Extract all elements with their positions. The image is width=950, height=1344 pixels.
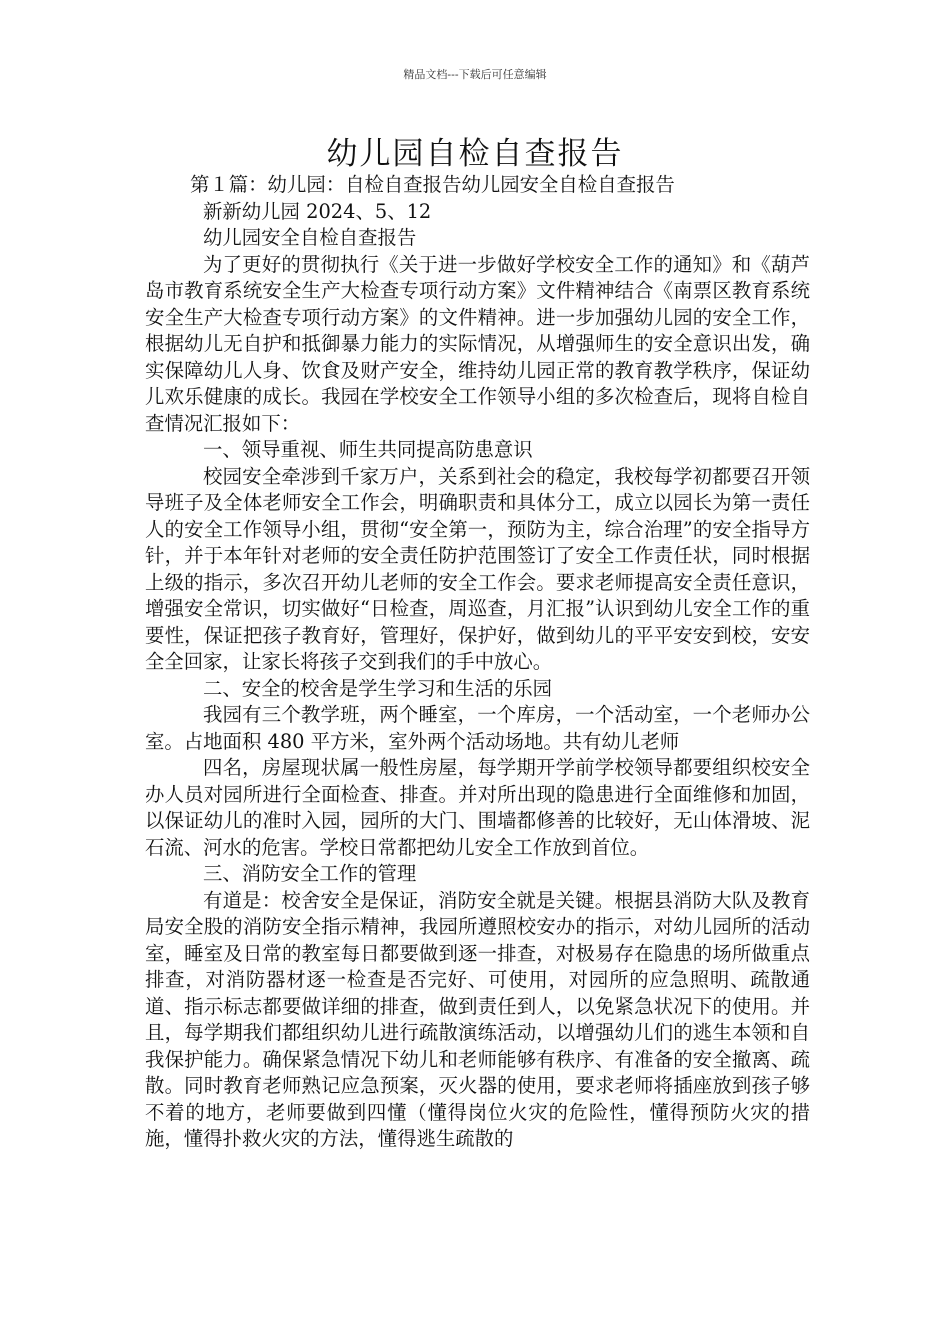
section-heading-3: 三、消防安全工作的管理 — [203, 862, 417, 885]
section-heading-1: 一、领导重视、师生共同提高防患意识 — [203, 438, 533, 461]
document-meta: 新新幼儿园 2024、5、12 — [203, 199, 432, 223]
paragraph-intro: 为了更好的贯彻执行《关于进一步做好学校安全工作的通知》和《葫芦岛市教育系统安全生产大检查专项行动方案》文件精神结合《南票区教育系统安全生产大检查专项行动方案》的文件精神。进一步加强幼儿园的安全工作，根据幼儿无自护和抵御暴力能力的实际情况，从增强师生的安全意识出发，确实保障幼儿人身、饮食及财产安全，维持幼儿园正常的教育教学秩序，保证幼儿欢乐健康的成长。我园在学校安全工作领导小组的多次检查后，现将自检自查情况汇报如下： — [145, 252, 810, 435]
paragraph-section-3: 有道是：校舍安全是保证，消防安全就是关键。根据县消防大队及教育局安全股的消防安全指示精神，我园所遵照校安办的指示，对幼儿园所的活动室，睡室及日常的教室每日都要做到逐一排查，对极易存在隐患的场所做重点排查，对消防器材逐一检查是否完好、可使用，对园所的应急照明、疏散通道、指示标志都要做详细的排查，做到责任到人，以免紧急状况下的使用。并且，每学期我们都组织幼儿进行疏散演练活动，以增强幼儿们的逃生本领和自我保护能力。确保紧急情况下幼儿和老师能够有秩序、有准备的安全撤离、疏散。同时教育老师熟记应急预案，灭火器的使用，要求老师将插座放到孩子够 不着的地方，老师要做到四懂（懂得岗位火灾的危险性，懂得预防火灾的措施，懂得扑救火灾的方法，懂得逃生疏散的 — [145, 888, 810, 1150]
document-heading: 幼儿园安全自检自查报告 — [203, 226, 417, 249]
header-watermark: 精品文档---下载后可任意编辑 — [403, 68, 547, 81]
paragraph-section-2b: 四名，房屋现状属一般性房屋，每学期开学前学校领导都要组织校安全办人员对园所进行全面检查、排查。并对所出现的隐患进行全面维修和加固，以保证幼儿的准时入园，园所的大门、围墙都修善的比较好，无山体滑坡、泥石流、河水的危害。学校日常都把幼儿安全工作放到首位。 — [145, 756, 810, 859]
paragraph-section-2a: 我园有三个教学班，两个睡室，一个库房，一个活动室，一个老师办公室。占地面积 480 平方米，室外两个活动场地。共有幼儿老师 — [145, 703, 810, 753]
document-subtitle: 第１篇：幼儿园：自检自查报告幼儿园安全自检自查报告 — [190, 173, 675, 196]
section-heading-2: 二、安全的校舍是学生学习和生活的乐园 — [203, 676, 553, 700]
document-body — [145, 172, 810, 1153]
document-title: 幼儿园自检自查报告 — [326, 136, 624, 172]
paragraph-section-1: 校园安全牵涉到千家万户，关系到社会的稳定，我校每学初都要召开领导班子及全体老师安全工作会，明确职责和具体分工，成立以园长为第一责任人的安全工作领导小组，贯彻“安全第一，预防为主，综合治理”的安全指导方针，并于本年针对老师的安全责任防护范围签订了安全工作责任状，同时根据上级的指示，多次召开幼儿老师的安全工作会。要求老师提高安全责任意识，增强安全常识，切实做好“日检查，周巡查，月汇报”认识到幼儿安全工作的重要性，保证把孩子教育好，管理好，保护好，做到幼儿的平平安安到校，安安全全回家，让家长将孩子交到我们的手中放心。 — [145, 464, 810, 673]
